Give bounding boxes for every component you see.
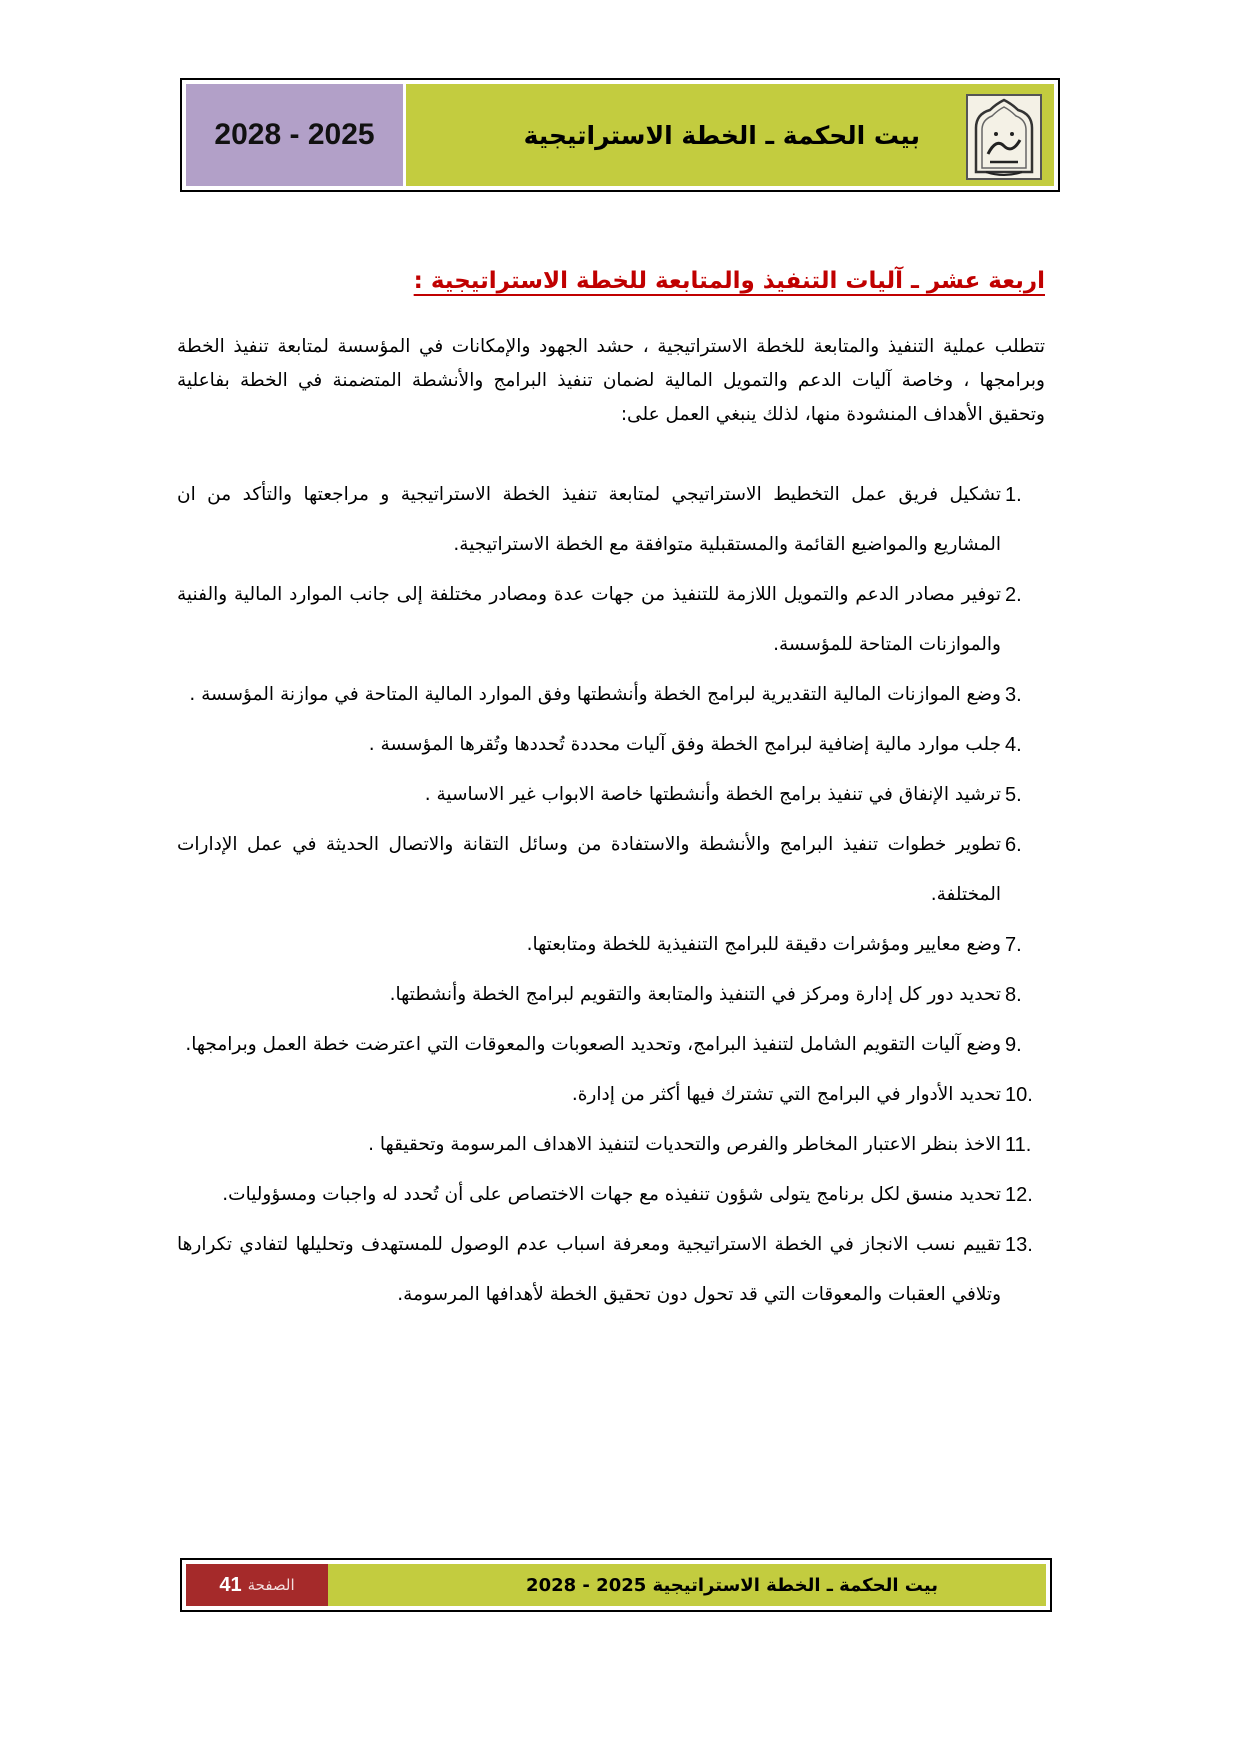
item-number: 6. [1005,834,1022,856]
item-text: وضع آليات التقويم الشامل لتنفيذ البرامج، وتحديد الصعوبات والمعوقات التي اعترضت خطة العمل وبرامجها. [185,1034,1001,1055]
page-header [180,78,1060,192]
intro-paragraph: تتطلب عملية التنفيذ والمتابعة للخطة الاستراتيجية ، حشد الجهود والإمكانات في المؤسسة لمتابعة تنفيذ الخطة وبرامجها ، وخاصة آليات الدعم والتمويل المالية لضمان تنفيذ البرامج والأنشطة المتضمنة في الخطة بفاعلية وتحقيق الأهداف المنشودة منها، لذلك ينبغي العمل على: [177,336,1045,425]
item-number: 5. [1005,784,1022,806]
item-number: 12. [1005,1184,1033,1206]
list-item [177,470,1045,570]
item-number: 13. [1005,1234,1033,1256]
item-number: 7. [1005,934,1022,956]
item-number: 1. [1005,484,1022,506]
item-number: 11. [1005,1134,1032,1156]
item-text: تقييم نسب الانجاز في الخطة الاستراتيجية ومعرفة اسباب عدم الوصول للمستهدف وتحليلها لتفادي تكرارها وتلافي العقبات والمعوقات التي قد تحول دون تحقيق الخطة لأهدافها المرسومة. [177,1234,1001,1305]
item-text: وضع معايير ومؤشرات دقيقة للبرامج التنفيذية للخطة ومتابعتها. [526,934,1001,955]
item-number: 2. [1005,584,1022,606]
list-item [177,1170,1045,1220]
header-years-band [186,84,403,186]
list-item [177,1120,1045,1170]
item-text: تحديد الأدوار في البرامج التي تشترك فيها أكثر من إدارة. [571,1084,1001,1105]
mechanisms-list [177,470,1045,1320]
item-text: ترشيد الإنفاق في تنفيذ برامج الخطة وأنشطتها خاصة الابواب غير الاساسية . [424,784,1001,805]
header-title-band [403,84,1054,186]
page-number-badge [186,1564,328,1606]
bayt-al-hikma-logo-icon [966,94,1042,180]
item-text: تحديد منسق لكل برنامج يتولى شؤون تنفيذه مع جهات الاختصاص على أن تُحدد له واجبات ومسؤوليات. [222,1184,1001,1205]
list-item [177,720,1045,770]
list-item [177,1220,1045,1320]
header-years: 2028 - 2025 [214,118,375,151]
item-number: 4. [1005,734,1022,756]
list-item [177,920,1045,970]
page-label: الصفحة [247,1576,295,1594]
item-number: 10. [1005,1084,1033,1106]
list-item [177,820,1045,920]
section-heading: اربعة عشر ـ آليات التنفيذ والمتابعة للخطة الاستراتيجية : [413,268,1045,294]
item-text: وضع الموازنات المالية التقديرية لبرامج الخطة وأنشطتها وفق الموارد المالية المتاحة في موازنة المؤسسة . [189,684,1001,705]
header-title: بيت الحكمة ـ الخطة الاستراتيجية [523,120,920,150]
footer-title: بيت الحكمة ـ الخطة الاستراتيجية 2025 - 2028 [328,1564,1046,1606]
list-item [177,1070,1045,1120]
item-number: 3. [1005,684,1022,706]
item-number: 8. [1005,984,1022,1006]
list-item [177,670,1045,720]
item-number: 9. [1005,1034,1022,1056]
item-text: الاخذ بنظر الاعتبار المخاطر والفرص والتحديات لتنفيذ الاهداف المرسومة وتحقيقها . [368,1134,1001,1155]
item-text: تحديد دور كل إدارة ومركز في التنفيذ والمتابعة والتقويم لبرامج الخطة وأنشطتها. [389,984,1001,1005]
item-text: تطوير خطوات تنفيذ البرامج والأنشطة والاستفادة من وسائل التقانة والاتصال الحديثة في عمل الإدارات المختلفة. [177,834,1001,905]
item-text: جلب موارد مالية إضافية لبرامج الخطة وفق آليات محددة تُحددها وتُقرها المؤسسة . [368,734,1001,755]
list-item [177,970,1045,1020]
list-item [177,1020,1045,1070]
item-text: توفير مصادر الدعم والتمويل اللازمة للتنفيذ من جهات عدة ومصادر مختلفة إلى جانب الموارد المالية والفنية والموازنات المتاحة للمؤسسة. [177,584,1001,655]
page-number: 41 [219,1573,242,1596]
item-text: تشكيل فريق عمل التخطيط الاستراتيجي لمتابعة تنفيذ الخطة الاستراتيجية و مراجعتها والتأكد من ان المشاريع والمواضيع القائمة والمستقبلية متوافقة مع الخطة الاستراتيجية. [177,484,1001,555]
list-item [177,770,1045,820]
list-item [177,570,1045,670]
page-footer [180,1558,1052,1612]
